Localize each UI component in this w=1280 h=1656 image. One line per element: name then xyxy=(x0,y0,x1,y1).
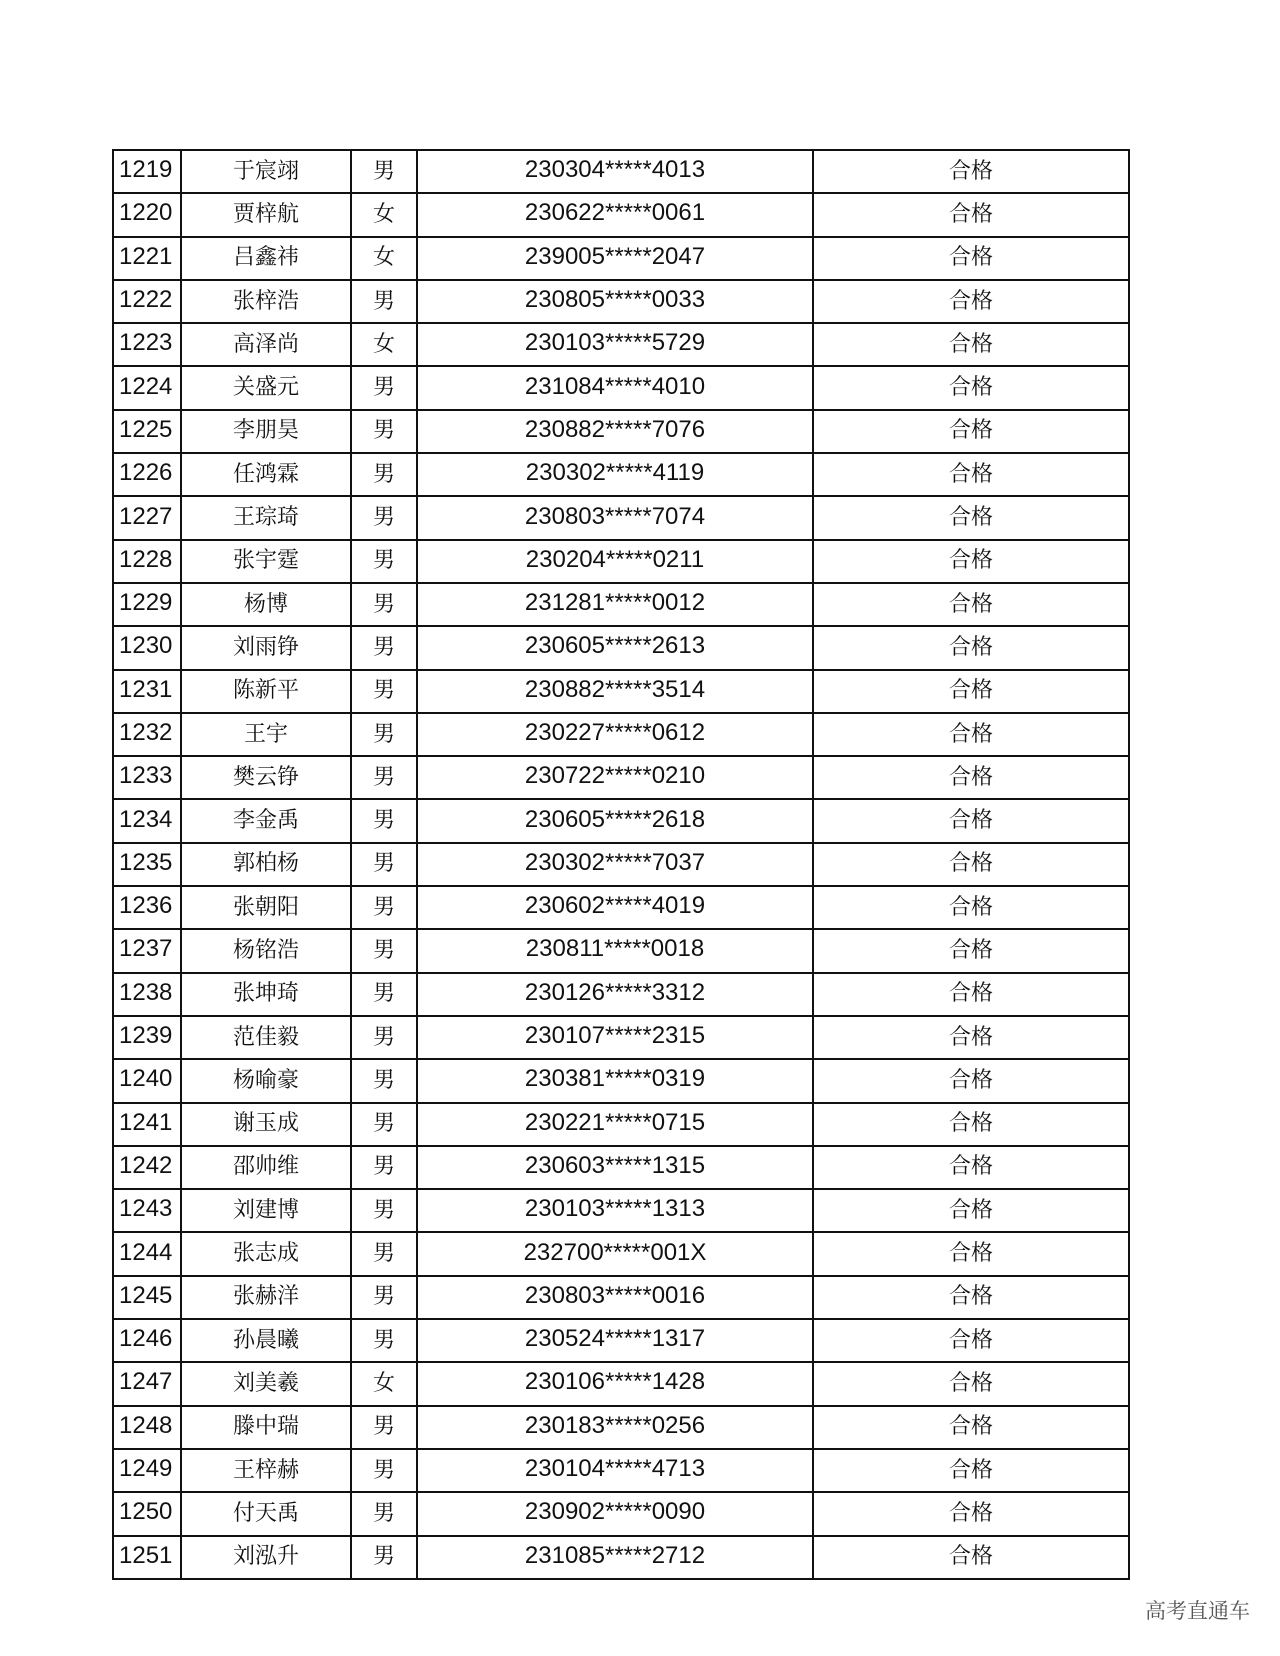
id-number-cell: 230524*****1317 xyxy=(417,1319,813,1362)
result-cell: 合格 xyxy=(813,1449,1129,1492)
id-number-cell: 230622*****0061 xyxy=(417,193,813,236)
id-number-cell: 230302*****7037 xyxy=(417,843,813,886)
name-cell: 刘泓升 xyxy=(181,1536,351,1579)
table-row xyxy=(113,1406,1129,1449)
name-cell: 杨铭浩 xyxy=(181,929,351,972)
id-number-cell: 230603*****1315 xyxy=(417,1146,813,1189)
row-number-cell: 1237 xyxy=(113,929,181,972)
result-cell: 合格 xyxy=(813,756,1129,799)
table-row xyxy=(113,713,1129,756)
table-row xyxy=(113,150,1129,193)
table-row xyxy=(113,237,1129,280)
id-number-cell: 230126*****3312 xyxy=(417,973,813,1016)
gender-cell: 女 xyxy=(351,237,417,280)
row-number-cell: 1235 xyxy=(113,843,181,886)
gender-cell: 男 xyxy=(351,1276,417,1319)
table-row xyxy=(113,410,1129,453)
result-cell: 合格 xyxy=(813,1232,1129,1275)
name-cell: 谢玉成 xyxy=(181,1103,351,1146)
name-cell: 贾梓航 xyxy=(181,193,351,236)
result-cell: 合格 xyxy=(813,973,1129,1016)
table-row xyxy=(113,799,1129,842)
id-number-cell: 230204*****0211 xyxy=(417,540,813,583)
row-number-cell: 1228 xyxy=(113,540,181,583)
name-cell: 张朝阳 xyxy=(181,886,351,929)
row-number-cell: 1239 xyxy=(113,1016,181,1059)
table-row xyxy=(113,496,1129,539)
name-cell: 张坤琦 xyxy=(181,973,351,1016)
result-cell: 合格 xyxy=(813,496,1129,539)
name-cell: 张梓浩 xyxy=(181,280,351,323)
id-number-cell: 230227*****0612 xyxy=(417,713,813,756)
id-number-cell: 230722*****0210 xyxy=(417,756,813,799)
gender-cell: 男 xyxy=(351,713,417,756)
id-number-cell: 230902*****0090 xyxy=(417,1492,813,1535)
row-number-cell: 1229 xyxy=(113,583,181,626)
row-number-cell: 1249 xyxy=(113,1449,181,1492)
row-number-cell: 1230 xyxy=(113,626,181,669)
gender-cell: 男 xyxy=(351,670,417,713)
result-cell: 合格 xyxy=(813,1362,1129,1405)
result-cell: 合格 xyxy=(813,843,1129,886)
table-row xyxy=(113,1492,1129,1535)
result-cell: 合格 xyxy=(813,1016,1129,1059)
table-row xyxy=(113,843,1129,886)
result-cell: 合格 xyxy=(813,1536,1129,1579)
row-number-cell: 1232 xyxy=(113,713,181,756)
result-cell: 合格 xyxy=(813,150,1129,193)
watermark-text: 高考直通车 xyxy=(1145,1599,1250,1623)
name-cell: 高泽尚 xyxy=(181,323,351,366)
id-number-cell: 239005*****2047 xyxy=(417,237,813,280)
row-number-cell: 1225 xyxy=(113,410,181,453)
name-cell: 李朋昊 xyxy=(181,410,351,453)
table-row xyxy=(113,1276,1129,1319)
name-cell: 李金禹 xyxy=(181,799,351,842)
gender-cell: 男 xyxy=(351,1232,417,1275)
result-cell: 合格 xyxy=(813,366,1129,409)
table-row xyxy=(113,886,1129,929)
result-cell: 合格 xyxy=(813,799,1129,842)
row-number-cell: 1241 xyxy=(113,1103,181,1146)
result-cell: 合格 xyxy=(813,1276,1129,1319)
result-cell: 合格 xyxy=(813,670,1129,713)
name-cell: 刘建博 xyxy=(181,1189,351,1232)
gender-cell: 男 xyxy=(351,626,417,669)
id-number-cell: 230805*****0033 xyxy=(417,280,813,323)
name-cell: 张赫洋 xyxy=(181,1276,351,1319)
table-row xyxy=(113,1319,1129,1362)
gender-cell: 男 xyxy=(351,1492,417,1535)
id-number-cell: 231281*****0012 xyxy=(417,583,813,626)
name-cell: 杨喻豪 xyxy=(181,1059,351,1102)
result-cell: 合格 xyxy=(813,929,1129,972)
row-number-cell: 1238 xyxy=(113,973,181,1016)
gender-cell: 男 xyxy=(351,886,417,929)
name-cell: 孙晨曦 xyxy=(181,1319,351,1362)
roster-table xyxy=(112,149,1130,1580)
row-number-cell: 1242 xyxy=(113,1146,181,1189)
id-number-cell: 230882*****7076 xyxy=(417,410,813,453)
result-cell: 合格 xyxy=(813,1146,1129,1189)
name-cell: 王宇 xyxy=(181,713,351,756)
name-cell: 郭柏杨 xyxy=(181,843,351,886)
result-cell: 合格 xyxy=(813,583,1129,626)
row-number-cell: 1227 xyxy=(113,496,181,539)
gender-cell: 男 xyxy=(351,756,417,799)
table-row xyxy=(113,756,1129,799)
row-number-cell: 1219 xyxy=(113,150,181,193)
gender-cell: 男 xyxy=(351,496,417,539)
name-cell: 陈新平 xyxy=(181,670,351,713)
name-cell: 张志成 xyxy=(181,1232,351,1275)
row-number-cell: 1221 xyxy=(113,237,181,280)
name-cell: 滕中瑞 xyxy=(181,1406,351,1449)
table-row xyxy=(113,973,1129,1016)
id-number-cell: 230605*****2613 xyxy=(417,626,813,669)
name-cell: 刘美羲 xyxy=(181,1362,351,1405)
gender-cell: 女 xyxy=(351,323,417,366)
name-cell: 王琮琦 xyxy=(181,496,351,539)
row-number-cell: 1250 xyxy=(113,1492,181,1535)
gender-cell: 女 xyxy=(351,1362,417,1405)
gender-cell: 男 xyxy=(351,366,417,409)
row-number-cell: 1243 xyxy=(113,1189,181,1232)
result-cell: 合格 xyxy=(813,1103,1129,1146)
gender-cell: 男 xyxy=(351,280,417,323)
gender-cell: 男 xyxy=(351,1146,417,1189)
id-number-cell: 230221*****0715 xyxy=(417,1103,813,1146)
id-number-cell: 230103*****1313 xyxy=(417,1189,813,1232)
id-number-cell: 230381*****0319 xyxy=(417,1059,813,1102)
row-number-cell: 1222 xyxy=(113,280,181,323)
table-row xyxy=(113,193,1129,236)
table-row xyxy=(113,366,1129,409)
table-row xyxy=(113,583,1129,626)
id-number-cell: 232700*****001X xyxy=(417,1232,813,1275)
table-row xyxy=(113,1016,1129,1059)
gender-cell: 男 xyxy=(351,843,417,886)
row-number-cell: 1236 xyxy=(113,886,181,929)
id-number-cell: 230602*****4019 xyxy=(417,886,813,929)
row-number-cell: 1234 xyxy=(113,799,181,842)
name-cell: 吕鑫祎 xyxy=(181,237,351,280)
gender-cell: 男 xyxy=(351,973,417,1016)
id-number-cell: 230103*****5729 xyxy=(417,323,813,366)
id-number-cell: 230183*****0256 xyxy=(417,1406,813,1449)
row-number-cell: 1247 xyxy=(113,1362,181,1405)
result-cell: 合格 xyxy=(813,1189,1129,1232)
table-row xyxy=(113,280,1129,323)
name-cell: 于宸翊 xyxy=(181,150,351,193)
row-number-cell: 1226 xyxy=(113,453,181,496)
result-cell: 合格 xyxy=(813,193,1129,236)
result-cell: 合格 xyxy=(813,540,1129,583)
result-cell: 合格 xyxy=(813,886,1129,929)
table-row xyxy=(113,1146,1129,1189)
name-cell: 范佳毅 xyxy=(181,1016,351,1059)
id-number-cell: 230302*****4119 xyxy=(417,453,813,496)
result-cell: 合格 xyxy=(813,410,1129,453)
row-number-cell: 1223 xyxy=(113,323,181,366)
row-number-cell: 1244 xyxy=(113,1232,181,1275)
row-number-cell: 1246 xyxy=(113,1319,181,1362)
gender-cell: 男 xyxy=(351,1406,417,1449)
result-cell: 合格 xyxy=(813,237,1129,280)
name-cell: 邵帅维 xyxy=(181,1146,351,1189)
row-number-cell: 1240 xyxy=(113,1059,181,1102)
gender-cell: 男 xyxy=(351,799,417,842)
result-cell: 合格 xyxy=(813,280,1129,323)
name-cell: 刘雨铮 xyxy=(181,626,351,669)
table-row xyxy=(113,1536,1129,1579)
row-number-cell: 1251 xyxy=(113,1536,181,1579)
result-cell: 合格 xyxy=(813,1319,1129,1362)
row-number-cell: 1245 xyxy=(113,1276,181,1319)
row-number-cell: 1224 xyxy=(113,366,181,409)
id-number-cell: 230107*****2315 xyxy=(417,1016,813,1059)
name-cell: 王梓赫 xyxy=(181,1449,351,1492)
id-number-cell: 231085*****2712 xyxy=(417,1536,813,1579)
table-row xyxy=(113,1103,1129,1146)
id-number-cell: 230605*****2618 xyxy=(417,799,813,842)
gender-cell: 男 xyxy=(351,1189,417,1232)
result-cell: 合格 xyxy=(813,1059,1129,1102)
gender-cell: 男 xyxy=(351,410,417,453)
table-row xyxy=(113,670,1129,713)
id-number-cell: 230803*****0016 xyxy=(417,1276,813,1319)
result-cell: 合格 xyxy=(813,713,1129,756)
name-cell: 付天禹 xyxy=(181,1492,351,1535)
row-number-cell: 1220 xyxy=(113,193,181,236)
result-cell: 合格 xyxy=(813,323,1129,366)
result-cell: 合格 xyxy=(813,453,1129,496)
table-row xyxy=(113,1362,1129,1405)
row-number-cell: 1248 xyxy=(113,1406,181,1449)
id-number-cell: 230803*****7074 xyxy=(417,496,813,539)
gender-cell: 男 xyxy=(351,453,417,496)
name-cell: 杨博 xyxy=(181,583,351,626)
table-row xyxy=(113,540,1129,583)
table-row xyxy=(113,1189,1129,1232)
name-cell: 任鸿霖 xyxy=(181,453,351,496)
result-cell: 合格 xyxy=(813,1492,1129,1535)
gender-cell: 男 xyxy=(351,583,417,626)
name-cell: 关盛元 xyxy=(181,366,351,409)
id-number-cell: 230104*****4713 xyxy=(417,1449,813,1492)
gender-cell: 男 xyxy=(351,1103,417,1146)
table-row xyxy=(113,1449,1129,1492)
gender-cell: 男 xyxy=(351,1449,417,1492)
id-number-cell: 230106*****1428 xyxy=(417,1362,813,1405)
id-number-cell: 231084*****4010 xyxy=(417,366,813,409)
gender-cell: 男 xyxy=(351,1059,417,1102)
gender-cell: 女 xyxy=(351,193,417,236)
gender-cell: 男 xyxy=(351,150,417,193)
row-number-cell: 1233 xyxy=(113,756,181,799)
table-row xyxy=(113,626,1129,669)
table-row xyxy=(113,1059,1129,1102)
id-number-cell: 230882*****3514 xyxy=(417,670,813,713)
gender-cell: 男 xyxy=(351,540,417,583)
id-number-cell: 230811*****0018 xyxy=(417,929,813,972)
table-row xyxy=(113,1232,1129,1275)
row-number-cell: 1231 xyxy=(113,670,181,713)
name-cell: 张宇霆 xyxy=(181,540,351,583)
gender-cell: 男 xyxy=(351,1016,417,1059)
id-number-cell: 230304*****4013 xyxy=(417,150,813,193)
gender-cell: 男 xyxy=(351,1536,417,1579)
gender-cell: 男 xyxy=(351,1319,417,1362)
table-row xyxy=(113,929,1129,972)
roster-table-body xyxy=(113,150,1129,1579)
table-row xyxy=(113,323,1129,366)
result-cell: 合格 xyxy=(813,626,1129,669)
table-row xyxy=(113,453,1129,496)
result-cell: 合格 xyxy=(813,1406,1129,1449)
gender-cell: 男 xyxy=(351,929,417,972)
name-cell: 樊云铮 xyxy=(181,756,351,799)
